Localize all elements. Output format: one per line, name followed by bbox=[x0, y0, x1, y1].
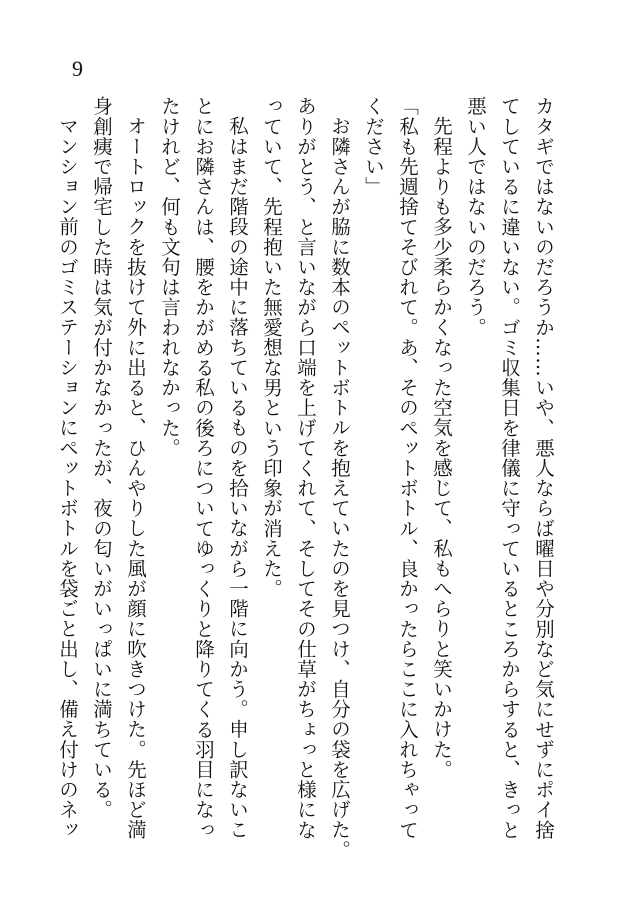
text-line: とにお隣さんは、腰をかがめる私の後ろについてゆっくりと降りてくる羽目になっ bbox=[192, 96, 215, 840]
text-line: マンション前のゴミステーションにペットボトルを袋ごと出し、備え付けのネッ bbox=[56, 115, 79, 840]
text-line: 「私も先週捨てそびれて。あ、そのペットボトル、良かったらここに入れちゃって bbox=[396, 96, 419, 840]
page-number: 9 bbox=[72, 56, 83, 81]
body-text bbox=[56, 96, 560, 860]
text-line: ください」 bbox=[362, 96, 385, 197]
text-line: たけれど、何も文句は言われなかった。 bbox=[158, 96, 181, 458]
text-line: 身創痍で帰宅した時は気が付かなかったが、夜の匂いがいっぱいに満ちている。 bbox=[90, 96, 113, 820]
text-line: オートロックを抜けて外に出ると、ひんやりした風が顔に吹きつけた。先ほど満 bbox=[124, 115, 147, 840]
text-line: てしているに違いない。ゴミ収集日を律儀に守っているところからすると、きっと bbox=[498, 96, 521, 840]
text-line: 先程よりも多少柔らかくなった空気を感じて、私もへらりと笑いかけた。 bbox=[430, 115, 453, 779]
text-line: 悪い人ではないのだろう。 bbox=[464, 96, 487, 338]
text-line: っていて、先程抱いた無愛想な男という印象が消えた。 bbox=[260, 96, 283, 599]
text-line: お隣さんが脇に数本のペットボトルを抱えていたのを見つけ、自分の袋を広げた。 bbox=[328, 115, 351, 860]
text-line: 私はまだ階段の途中に落ちているものを拾いながら一階に向かう。申し訳ないこ bbox=[226, 115, 249, 840]
text-line: ありがとう、と言いながら口端を上げてくれて、そしてその仕草がちょっと様にな bbox=[294, 96, 317, 840]
text-line: カタギではないのだろうか……いや、悪人ならば曜日や分別など気にせずにポイ捨 bbox=[532, 96, 555, 840]
